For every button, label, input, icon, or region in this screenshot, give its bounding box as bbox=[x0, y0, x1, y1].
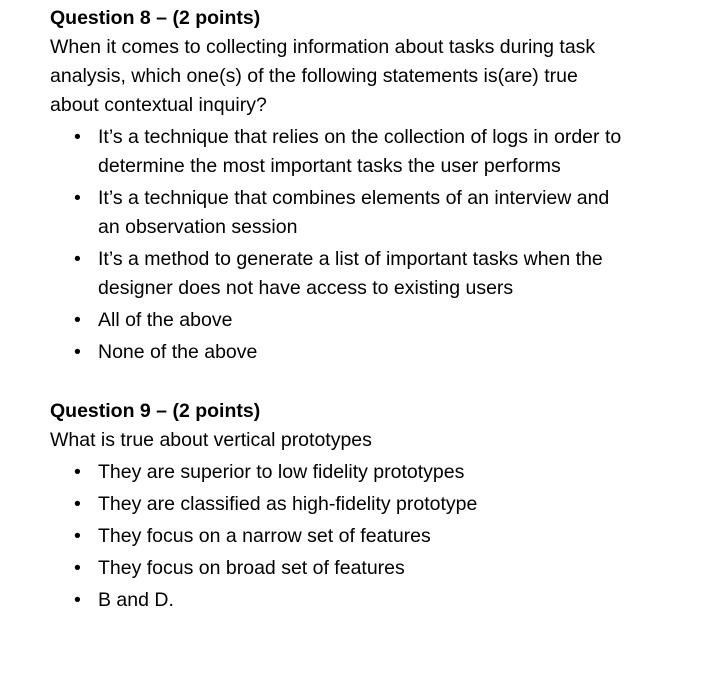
question-8 bbox=[50, 4, 705, 367]
option-text: They focus on broad set of features bbox=[98, 557, 405, 579]
option-text: B and D. bbox=[98, 589, 174, 611]
list-item bbox=[50, 554, 628, 583]
list-item bbox=[50, 586, 628, 615]
list-item bbox=[50, 458, 628, 487]
bullet-icon: • bbox=[74, 187, 81, 209]
option-text: All of the above bbox=[98, 309, 233, 331]
bullet-icon: • bbox=[74, 126, 81, 148]
option-text: It’s a technique that relies on the collection of logs in order to determine the most important tasks the user performs bbox=[98, 126, 622, 177]
option-text: It’s a technique that combines elements of an interview and an observation session bbox=[98, 187, 610, 238]
list-item bbox=[50, 490, 628, 519]
list-item bbox=[50, 306, 628, 335]
bullet-icon: • bbox=[74, 525, 81, 547]
bullet-icon: • bbox=[74, 461, 81, 483]
question-title: Question 9 – (2 points) bbox=[50, 400, 261, 422]
option-text: It’s a method to generate a list of important tasks when the designer does not have access to existing users bbox=[98, 248, 603, 299]
bullet-icon: • bbox=[74, 341, 81, 363]
list-item bbox=[50, 522, 628, 551]
question-9 bbox=[50, 397, 705, 615]
option-text: None of the above bbox=[98, 341, 258, 363]
option-list bbox=[50, 458, 705, 615]
list-item bbox=[50, 245, 628, 303]
option-text: They are superior to low fidelity prototypes bbox=[98, 461, 465, 483]
question-text: When it comes to collecting information about tasks during task analysis, which one(s) of the following statements is(are) true about contextual inquiry? bbox=[50, 36, 596, 116]
option-list bbox=[50, 123, 705, 367]
list-item bbox=[50, 184, 628, 242]
option-text: They focus on a narrow set of features bbox=[98, 525, 431, 547]
bullet-icon: • bbox=[74, 589, 81, 611]
list-item bbox=[50, 123, 628, 181]
bullet-icon: • bbox=[74, 557, 81, 579]
list-item bbox=[50, 338, 628, 367]
question-title: Question 8 – (2 points) bbox=[50, 7, 261, 29]
spacer bbox=[50, 370, 705, 397]
bullet-icon: • bbox=[74, 493, 81, 515]
question-text: What is true about vertical prototypes bbox=[50, 429, 372, 451]
bullet-icon: • bbox=[74, 309, 81, 331]
bullet-icon: • bbox=[74, 248, 81, 270]
option-text: They are classified as high-fidelity prototype bbox=[98, 493, 478, 515]
